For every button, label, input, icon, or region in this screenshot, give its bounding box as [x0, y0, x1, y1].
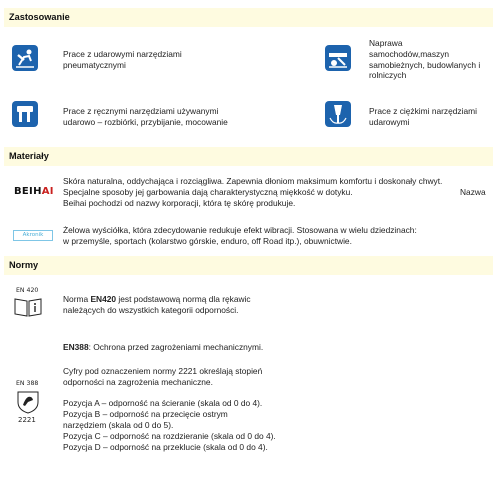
heavy-tool-icon [325, 101, 351, 127]
en420-description: Norma EN420 jest podstawową normą dla rękawic należących do wszystkich kategorii odporności. [63, 294, 251, 315]
en420-badge-label: EN 420 [16, 287, 39, 294]
en388-title: EN388: Ochrona przed zagrożeniami mechanicznymi. [63, 342, 264, 352]
hand-tools-icon [12, 101, 38, 127]
en388-description: Cyfry pod oznaczeniem normy 2221 określają stopień odporności na zagrożenia mechaniczne. Pozycja A – odporność na ścieranie (skala od 0 do 4). Pozycja B – odporność na przecięcie ostrym narzędziem (skala od 0 do 5). Pozycja C – odporność na rozdzieranie (skala od 0 do 4). Pozycja D – odporność na przeklucie (skala od 0 do 4). [63, 366, 276, 452]
en420-book-icon [13, 296, 43, 318]
vehicle-repair-icon [325, 45, 351, 71]
akronik-logo: Akronik [13, 230, 53, 241]
pneumatic-drill-icon [12, 45, 38, 71]
section-header-materialy: Materiały [4, 147, 493, 166]
section-header-normy: Normy [4, 256, 493, 275]
akronik-description: Żelowa wyściółka, która zdecydowanie redukuje efekt wibracji. Stosowana w wielu dziedzinach: w przemyśle, sportach (kolarstwo górskie, enduro, off Road itp.), obuwnictwie. [63, 225, 417, 246]
section-header-zastosowanie: Zastosowanie [4, 8, 493, 27]
zastosowanie-item-vehicle: Naprawa samochodów,maszyn samobieżnych, budowlanych i rolniczych [369, 38, 481, 81]
zastosowanie-item-hand-tools: Prace z ręcznymi narzędziami używanymi udarowo – rozbiórki, przybijanie, mocowanie [63, 106, 228, 127]
en388-shield-icon [16, 390, 40, 414]
beihai-trailing-text: Nazwa [460, 187, 486, 197]
en388-code: 2221 [18, 416, 36, 424]
en388-badge-label: EN 388 [16, 380, 39, 387]
beihai-logo: BEIHAI [14, 186, 54, 197]
zastosowanie-item-pneumatic: Prace z udarowymi narzędziami pneumatycznymi [63, 49, 182, 70]
zastosowanie-item-heavy-tools: Prace z ciężkimi narzędziami udarowymi [369, 106, 477, 127]
beihai-description: Skóra naturalna, oddychająca i rozciągliwa. Zapewnia dłoniom maksimum komfortu i doskonały chwyt. Specjalne sposoby jej garbowania dają charakterystyczną miękkość w dotyku. Beihai pochodzi od nazwy korporacji, która tę skórę produkuje. [63, 176, 443, 208]
